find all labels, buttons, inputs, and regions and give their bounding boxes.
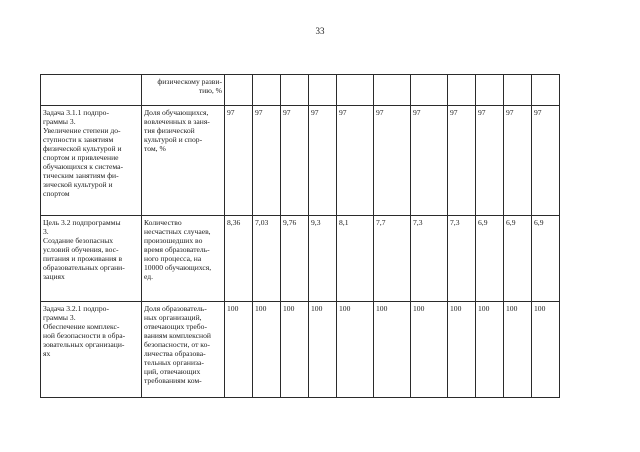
task-text-line: Обеспечение комплекс-: [43, 322, 120, 331]
indicator-text-line: ных организаций,: [144, 313, 202, 322]
indicator-text-line: безопасности, от ко-: [144, 340, 210, 349]
value-cell: [532, 75, 560, 106]
value-cell: [448, 75, 476, 106]
value-cell: [309, 75, 337, 106]
value-cell: [504, 75, 532, 106]
indicator-text-line: ваниям комплексной: [144, 331, 211, 340]
value-cell: 100: [411, 302, 448, 398]
table-row: [41, 106, 560, 216]
value-cell: 97: [411, 106, 448, 216]
value-cell: 97: [281, 106, 309, 216]
task-text-line: образовательных органи-: [43, 263, 125, 272]
value-cell: 100: [448, 302, 476, 398]
table-row: [41, 216, 560, 302]
value-cell: 8,36: [225, 216, 253, 302]
value-cell: 100: [253, 302, 281, 398]
task-text-line: Увеличение степени до-: [43, 126, 121, 135]
value-cell: 6,9: [504, 216, 532, 302]
indicator-text-line: тельных организа-: [144, 358, 204, 367]
task-text-line: питания и проживания в: [43, 254, 123, 263]
value-cell: 100: [374, 302, 411, 398]
task-text-line: граммы 3.: [43, 117, 76, 126]
value-cell: 7,3: [411, 216, 448, 302]
value-cell: 6,9: [476, 216, 504, 302]
indicator-text-line: тию, %: [198, 86, 222, 95]
value-cell: [253, 75, 281, 106]
value-cell: [411, 75, 448, 106]
value-cell: 100: [281, 302, 309, 398]
task-text-line: физической культурой и: [43, 144, 122, 153]
indicator-text-line: отвечающих требо-: [144, 322, 207, 331]
task-text-line: ной безопасности в обра-: [43, 331, 126, 340]
task-text-line: Цель 3.2 подпрограммы: [43, 218, 121, 227]
value-cell: [374, 75, 411, 106]
value-cell: 7,3: [448, 216, 476, 302]
value-cell: 97: [532, 106, 560, 216]
value-cell: 7,03: [253, 216, 281, 302]
value-cell: 97: [448, 106, 476, 216]
task-text-line: Задача 3.2.1 подпро-: [43, 304, 109, 313]
task-cell: [41, 75, 142, 106]
value-cell: 100: [476, 302, 504, 398]
value-cell: 97: [476, 106, 504, 216]
indicator-text-line: физическому разви-: [157, 77, 222, 86]
indicator-text-line: личества образова-: [144, 349, 206, 358]
value-cell: 9,3: [309, 216, 337, 302]
indicator-cell: [142, 106, 225, 216]
task-cell: [41, 106, 142, 216]
value-cell: 97: [504, 106, 532, 216]
table-row: [41, 302, 560, 398]
task-text-line: Задача 3.1.1 подпро-: [43, 108, 109, 117]
value-cell: 97: [337, 106, 374, 216]
task-text-line: спортом и привлечение: [43, 153, 119, 162]
value-cell: [476, 75, 504, 106]
task-cell: [41, 216, 142, 302]
value-cell: 97: [309, 106, 337, 216]
indicator-cell: [142, 302, 225, 398]
task-text-line: граммы 3.: [43, 313, 76, 322]
value-cell: 100: [337, 302, 374, 398]
indicator-text-line: Доля образователь-: [144, 304, 207, 313]
value-cell: [225, 75, 253, 106]
indicator-text-line: Доля обучающихся,: [144, 108, 209, 117]
task-cell: [41, 302, 142, 398]
indicator-text-line: ед.: [144, 272, 154, 281]
indicator-cell: [142, 75, 225, 106]
task-text-line: Создание безопасных: [43, 236, 114, 245]
task-text-line: зической культурой и: [43, 180, 113, 189]
value-cell: 100: [309, 302, 337, 398]
task-text-line: ях: [43, 349, 51, 358]
value-cell: 97: [374, 106, 411, 216]
table-row: [41, 75, 560, 106]
value-cell: 97: [225, 106, 253, 216]
task-text-line: спортом: [43, 189, 70, 198]
value-cell: 100: [504, 302, 532, 398]
indicator-text-line: требованиям ком-: [144, 376, 202, 385]
value-cell: 100: [532, 302, 560, 398]
value-cell: 6,9: [532, 216, 560, 302]
indicator-cell: [142, 216, 225, 302]
value-cell: 100: [225, 302, 253, 398]
task-text-line: ступности к занятиям: [43, 135, 114, 144]
task-text-line: обучающихся к система-: [43, 162, 124, 171]
indicator-text-line: культурой и спор-: [144, 135, 203, 144]
task-text-line: тическим занятиям фи-: [43, 171, 119, 180]
task-text-line: зовательных организаци-: [43, 340, 125, 349]
indicator-text-line: ций, отвечающих: [144, 367, 201, 376]
value-cell: 97: [253, 106, 281, 216]
indicator-text-line: тия физической: [144, 126, 195, 135]
indicator-text-line: том, %: [144, 144, 166, 153]
indicator-text-line: произошедших во: [144, 236, 203, 245]
value-cell: 7,7: [374, 216, 411, 302]
indicator-text-line: время образователь-: [144, 245, 210, 254]
indicator-text-line: 10000 обучающихся,: [144, 263, 212, 272]
value-cell: [281, 75, 309, 106]
indicator-text-line: несчастных случаев,: [144, 227, 211, 236]
indicator-text-line: Количество: [144, 218, 182, 227]
indicators-table: [40, 74, 560, 398]
page-number: 33: [315, 26, 325, 36]
task-text-line: зациях: [43, 272, 65, 281]
indicator-text-line: вовлеченных в заня-: [144, 117, 210, 126]
task-text-line: условий обучения, вос-: [43, 245, 119, 254]
value-cell: 9,76: [281, 216, 309, 302]
value-cell: 8,1: [337, 216, 374, 302]
value-cell: [337, 75, 374, 106]
task-text-line: 3.: [43, 227, 49, 236]
indicator-text-line: ного процесса, на: [144, 254, 202, 263]
